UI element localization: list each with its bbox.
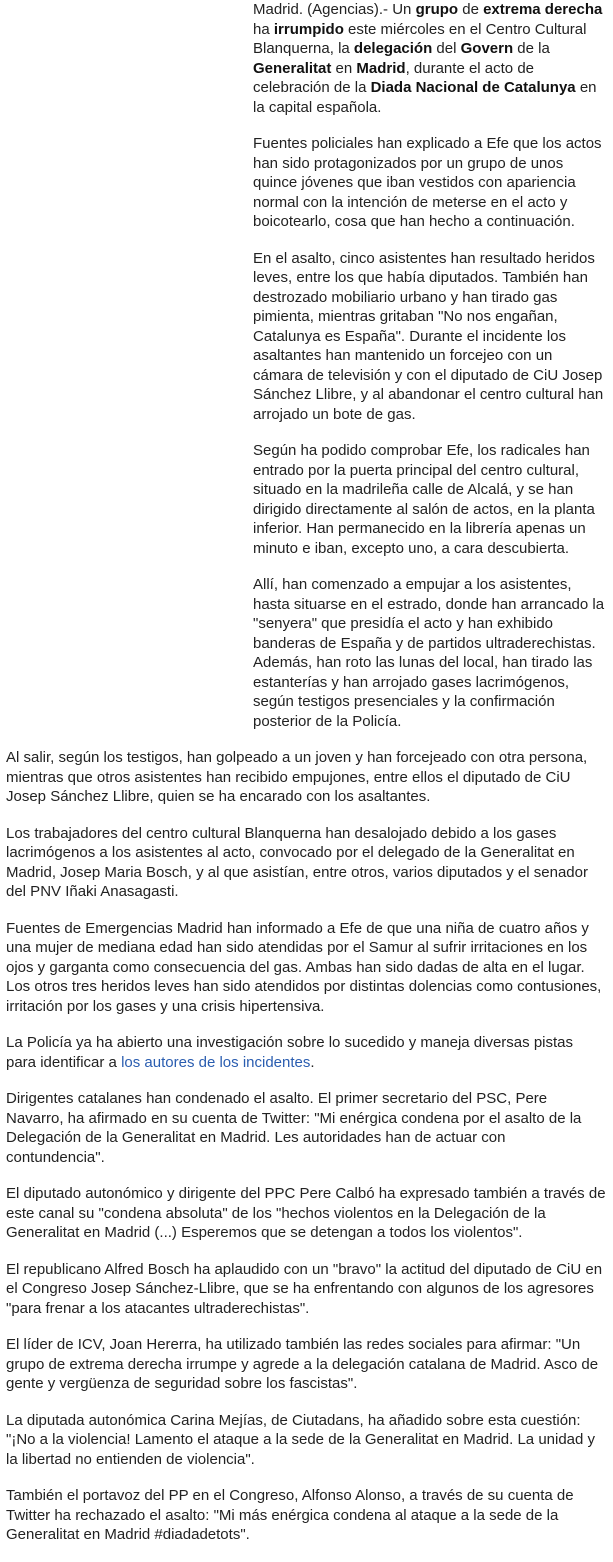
paragraph-8: Fuentes de Emergencias Madrid han informado a Efe de que una niña de cuatro años y una mujer de mediana edad han sido atendidas por el Samur al sufrir irritaciones en los ojos y garganta como consecuencia del gas. Ambas han sido dadas de alta en el lugar. Los otros tres heridos leves han sido atendidos por distintas dolencias como contusiones, irritación por los gases y una crisis hipertensiva. [6,919,602,1015]
lead-bold-diada: Diada Nacional de Catalunya [370,79,576,96]
left-float-space [6,0,253,740]
lead-text-4: este miércoles en el Centro Cultural Blanquerna, la [253,20,587,57]
lead-text-7: en [331,59,357,77]
paragraph-9-end: . [310,1053,315,1071]
lead-bold-extrema-derecha: extrema derecha [483,1,603,18]
lead-text-8: , durante el acto de celebración de la [253,59,535,96]
lead-bold-madrid: Madrid [356,59,406,77]
autores-incidentes-link[interactable]: los autores de los incidentes [121,1053,311,1071]
paragraph-13: El líder de ICV, Joan Hererra, ha utilizado también las redes sociales para afirmar: "Un grupo de extrema derecha irrumpe y agrede a la delegación catalana de Madrid. Asco de gente y vergüenza de seguridad sobre los fascistas". [6,1336,599,1392]
paragraph-7: Los trabajadores del centro cultural Blanquerna han desalojado debido a los gases lacrimógenos a los asistentes al acto, convocado por el delegado de la Generalitat en Madrid, Josep Maria Bosch, y al que asistían, entre otros, varios diputados y el senador del PNV Iñaki Anasagasti. [6,824,588,900]
lead-bold-generalitat: Generalitat [253,59,332,77]
paragraph-15: También el portavoz del PP en el Congreso, Alfonso Alonso, a través de su cuenta de Twitter ha rechazado el asalto: "Mi más enérgica condena al ataque a la sede de la Generalitat en Madrid #diadadetots". [6,1487,574,1543]
paragraph-6: Al salir, según los testigos, han golpeado a un joven y han forcejeado con otra persona, mientras que otros asistentes han recibido empujones, entre ellos el diputado de CiU Josep Sánchez Llibre, quien se ha encarado con los asaltantes. [6,749,588,805]
paragraph-12: El republicano Alfred Bosch ha aplaudido con un "bravo" la actitud del diputado de CiU en el Congreso Josep Sánchez-Llibre, que se ha enfrentando con algunos de los agresores "para frenar a los atacantes ultraderechistas". [6,1260,603,1317]
lead-text-9: en la capital española. [253,79,597,116]
lead-bold-delegacion: delegación [353,40,433,57]
lead-bold-govern: Govern [460,40,514,57]
lead-text-2: de [458,1,484,18]
lead-text-5: del [432,40,461,57]
lead-text-6: de la [513,40,550,57]
paragraph-5: Allí, han comenzado a empujar a los asistentes, hasta situarse en el estrado, donde han arrancado la "senyera" que presidía el acto y han exhibido banderas de España y de partidos ultraderechistas. Además, han roto las lunas del local, han tirado las estanterías y han arrojado gases lacrimógenos, según testigos presenciales y la confirmación posterior de la Policía. [253,576,605,730]
paragraph-14: La diputada autonómica Carina Mejías, de Ciutadans, ha añadido sobre esta cuestión: "¡No a la violencia! Lamento el ataque a la sede de la Generalitat en Madrid. La unidad y la libertad no entienden de violencia". [6,1411,596,1468]
paragraph-9 [6,1033,606,1072]
paragraph-10: Dirigentes catalanes han condenado el asalto. El primer secretario del PSC, Pere Navarro, ha afirmado en su cuenta de Twitter: "Mi enérgica condena por el asalto de la Delegación de la Generalitat en Madrid. Les autoridades han de actuar con contundencia". [6,1090,582,1166]
paragraph-9-text: La Policía ya ha abierto una investigación sobre lo sucedido y maneja diversas pistas para identificar a [6,1034,573,1071]
paragraph-2: Fuentes policiales han explicado a Efe que los actos han sido protagonizados por un grupo de unos quince jóvenes que iban vestidos con apariencia normal con la intención de meterse en el acto y boicotearlo, cosa que han hecho a continuación. [253,135,602,230]
paragraph-11: El diputado autonómico y dirigente del PPC Pere Calbó ha expresado también a través de este canal su "condena absoluta" de los "hechos violentos en la Delegación de la Generalitat en Madrid (...) Esperemos que se detengan a todos los violentos". [6,1185,606,1241]
article-body [6,0,606,1562]
lead-bold-grupo: grupo [415,1,459,18]
lead-bold-irrumpido: irrumpido [273,20,344,38]
paragraph-3: En el asalto, cinco asistentes han resultado heridos leves, entre los que había diputados. También han destrozado mobiliario urbano y han tirado gas pimienta, mientras gritaban "No nos engañan, Catalunya es España". Durante el incidente los asaltantes han mantenido un forcejeo con un cámara de televisión y con el diputado de CiU Josep Sánchez Llibre, y al abandonar el centro cultural han arrojado un bote de gas. [253,249,604,423]
paragraph-4: Según ha podido comprobar Efe, los radicales han entrado por la puerta principal del centro cultural, situado en la madrileña calle de Alcalá, y se han dirigido directamente al salón de actos, en la planta inferior. Han permanecido en la librería apenas un minuto e iban, excepto uno, a cara descubierta. [253,442,595,557]
lead-text-1: Madrid. (Agencias).- Un [253,1,416,18]
lead-text-3: ha [253,20,274,38]
